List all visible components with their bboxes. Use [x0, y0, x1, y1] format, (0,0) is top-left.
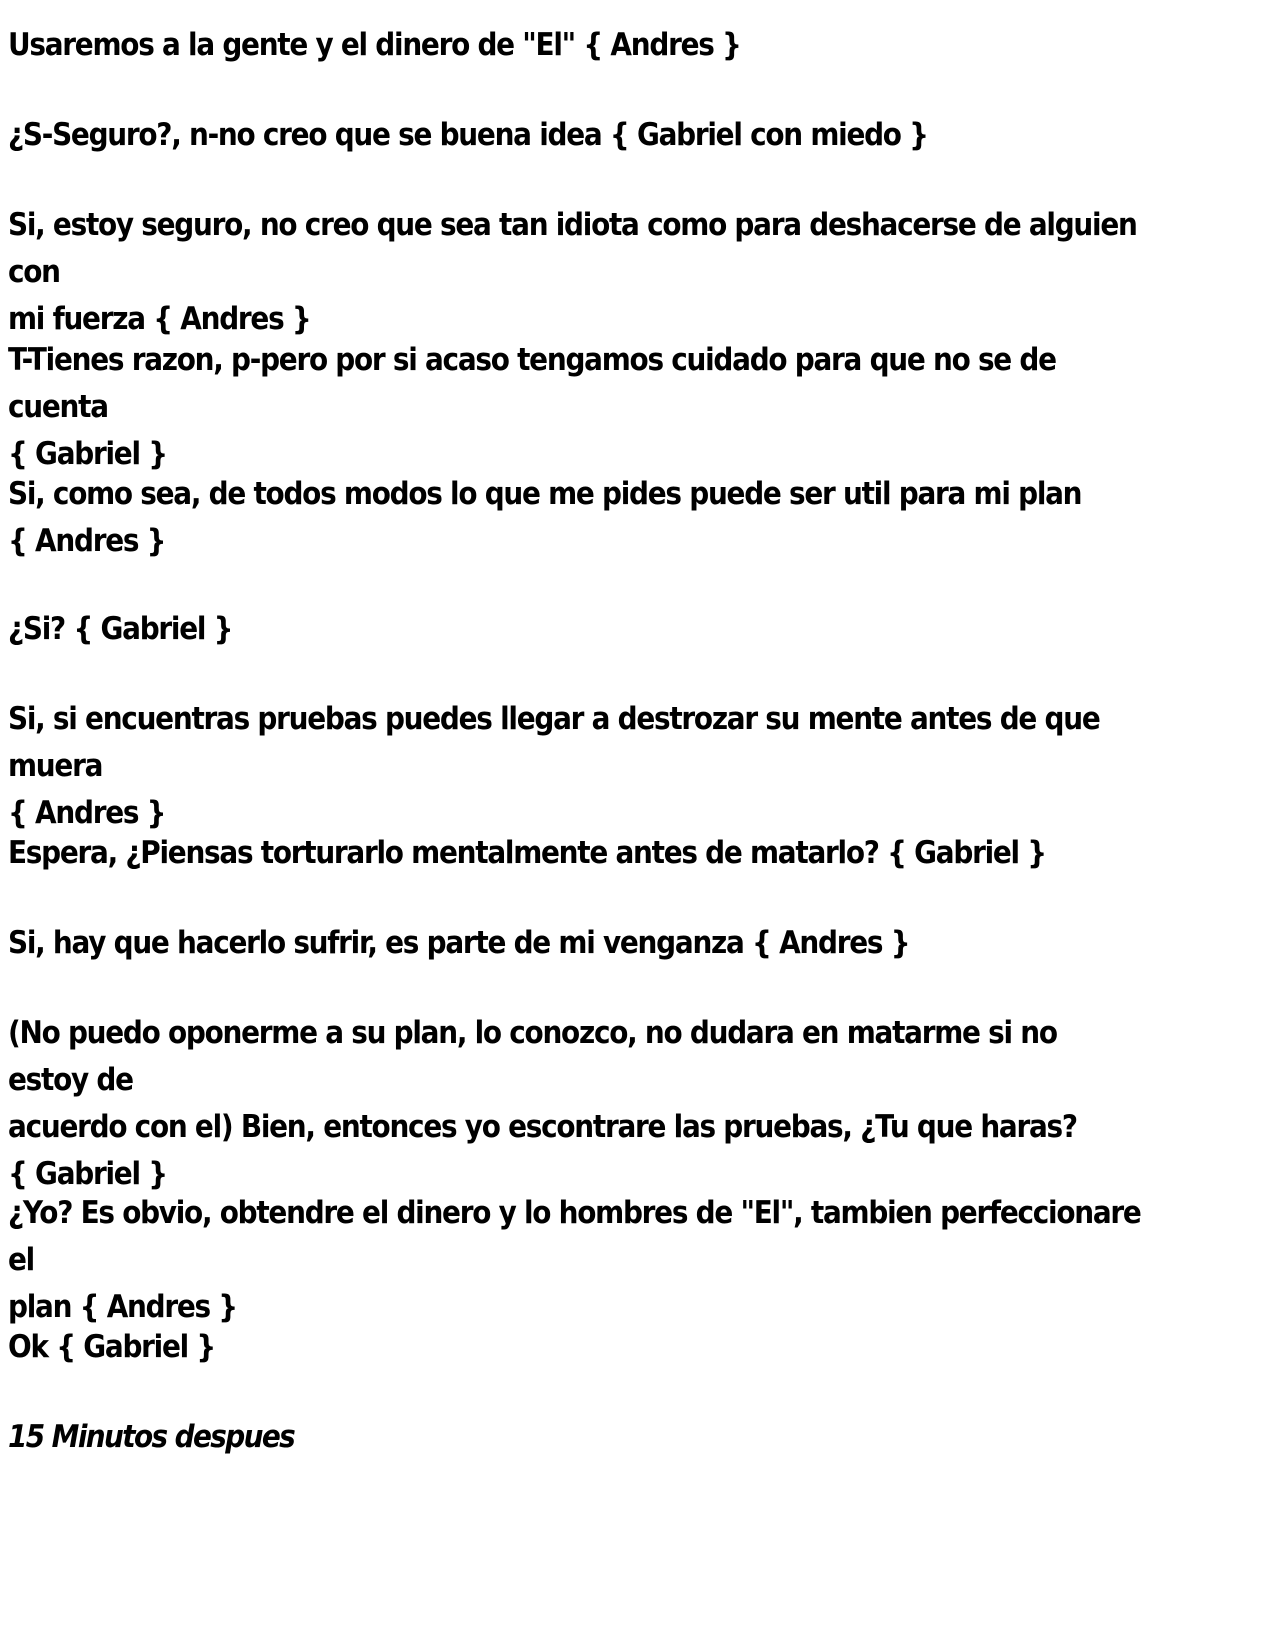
dialogue-line-5: Si, como sea, de todos modos lo que me pides puede ser util para mi plan { Andres } — [8, 476, 1082, 559]
dialogue-line-6: ¿Si? { Gabriel } — [8, 611, 233, 647]
dialogue-line-1: Usaremos a la gente y el dinero de "El" { Andres } — [8, 27, 741, 63]
dialogue-line-12: Ok { Gabriel } — [8, 1329, 216, 1365]
dialogue-line-9: Si, hay que hacerlo sufrir, es parte de mi venganza { Andres } — [8, 925, 910, 961]
dialogue-line-11: ¿Yo? Es obvio, obtendre el dinero y lo hombres de "El", tambien perfeccionare el plan { Andres } — [8, 1195, 1141, 1325]
dialogue-line-4: T-Tienes razon, p-pero por si acaso tengamos cuidado para que no se de cuenta { Gabriel } — [8, 342, 1056, 472]
dialogue-line-7: Si, si encuentras pruebas puedes llegar a destrozar su mente antes de que muera { Andres } — [8, 701, 1100, 831]
dialogue-line-2: ¿S-Seguro?, n-no creo que se buena idea { Gabriel con miedo } — [8, 117, 928, 153]
dialogue-line-8: Espera, ¿Piensas torturarlo mentalmente antes de matarlo? { Gabriel } — [8, 835, 1046, 871]
time-skip-caption: 15 Minutos despues — [8, 1419, 295, 1455]
dialogue-line-10: (No puedo oponerme a su plan, lo conozco, no dudara en matarme si no estoy de acuerdo con el) Bien, entonces yo escontrare las pruebas, ¿Tu que haras? { Gabriel } — [8, 1015, 1077, 1192]
dialogue-line-3: Si, estoy seguro, no creo que sea tan idiota como para deshacerse de alguien con mi fuerza { Andres } — [8, 207, 1137, 337]
